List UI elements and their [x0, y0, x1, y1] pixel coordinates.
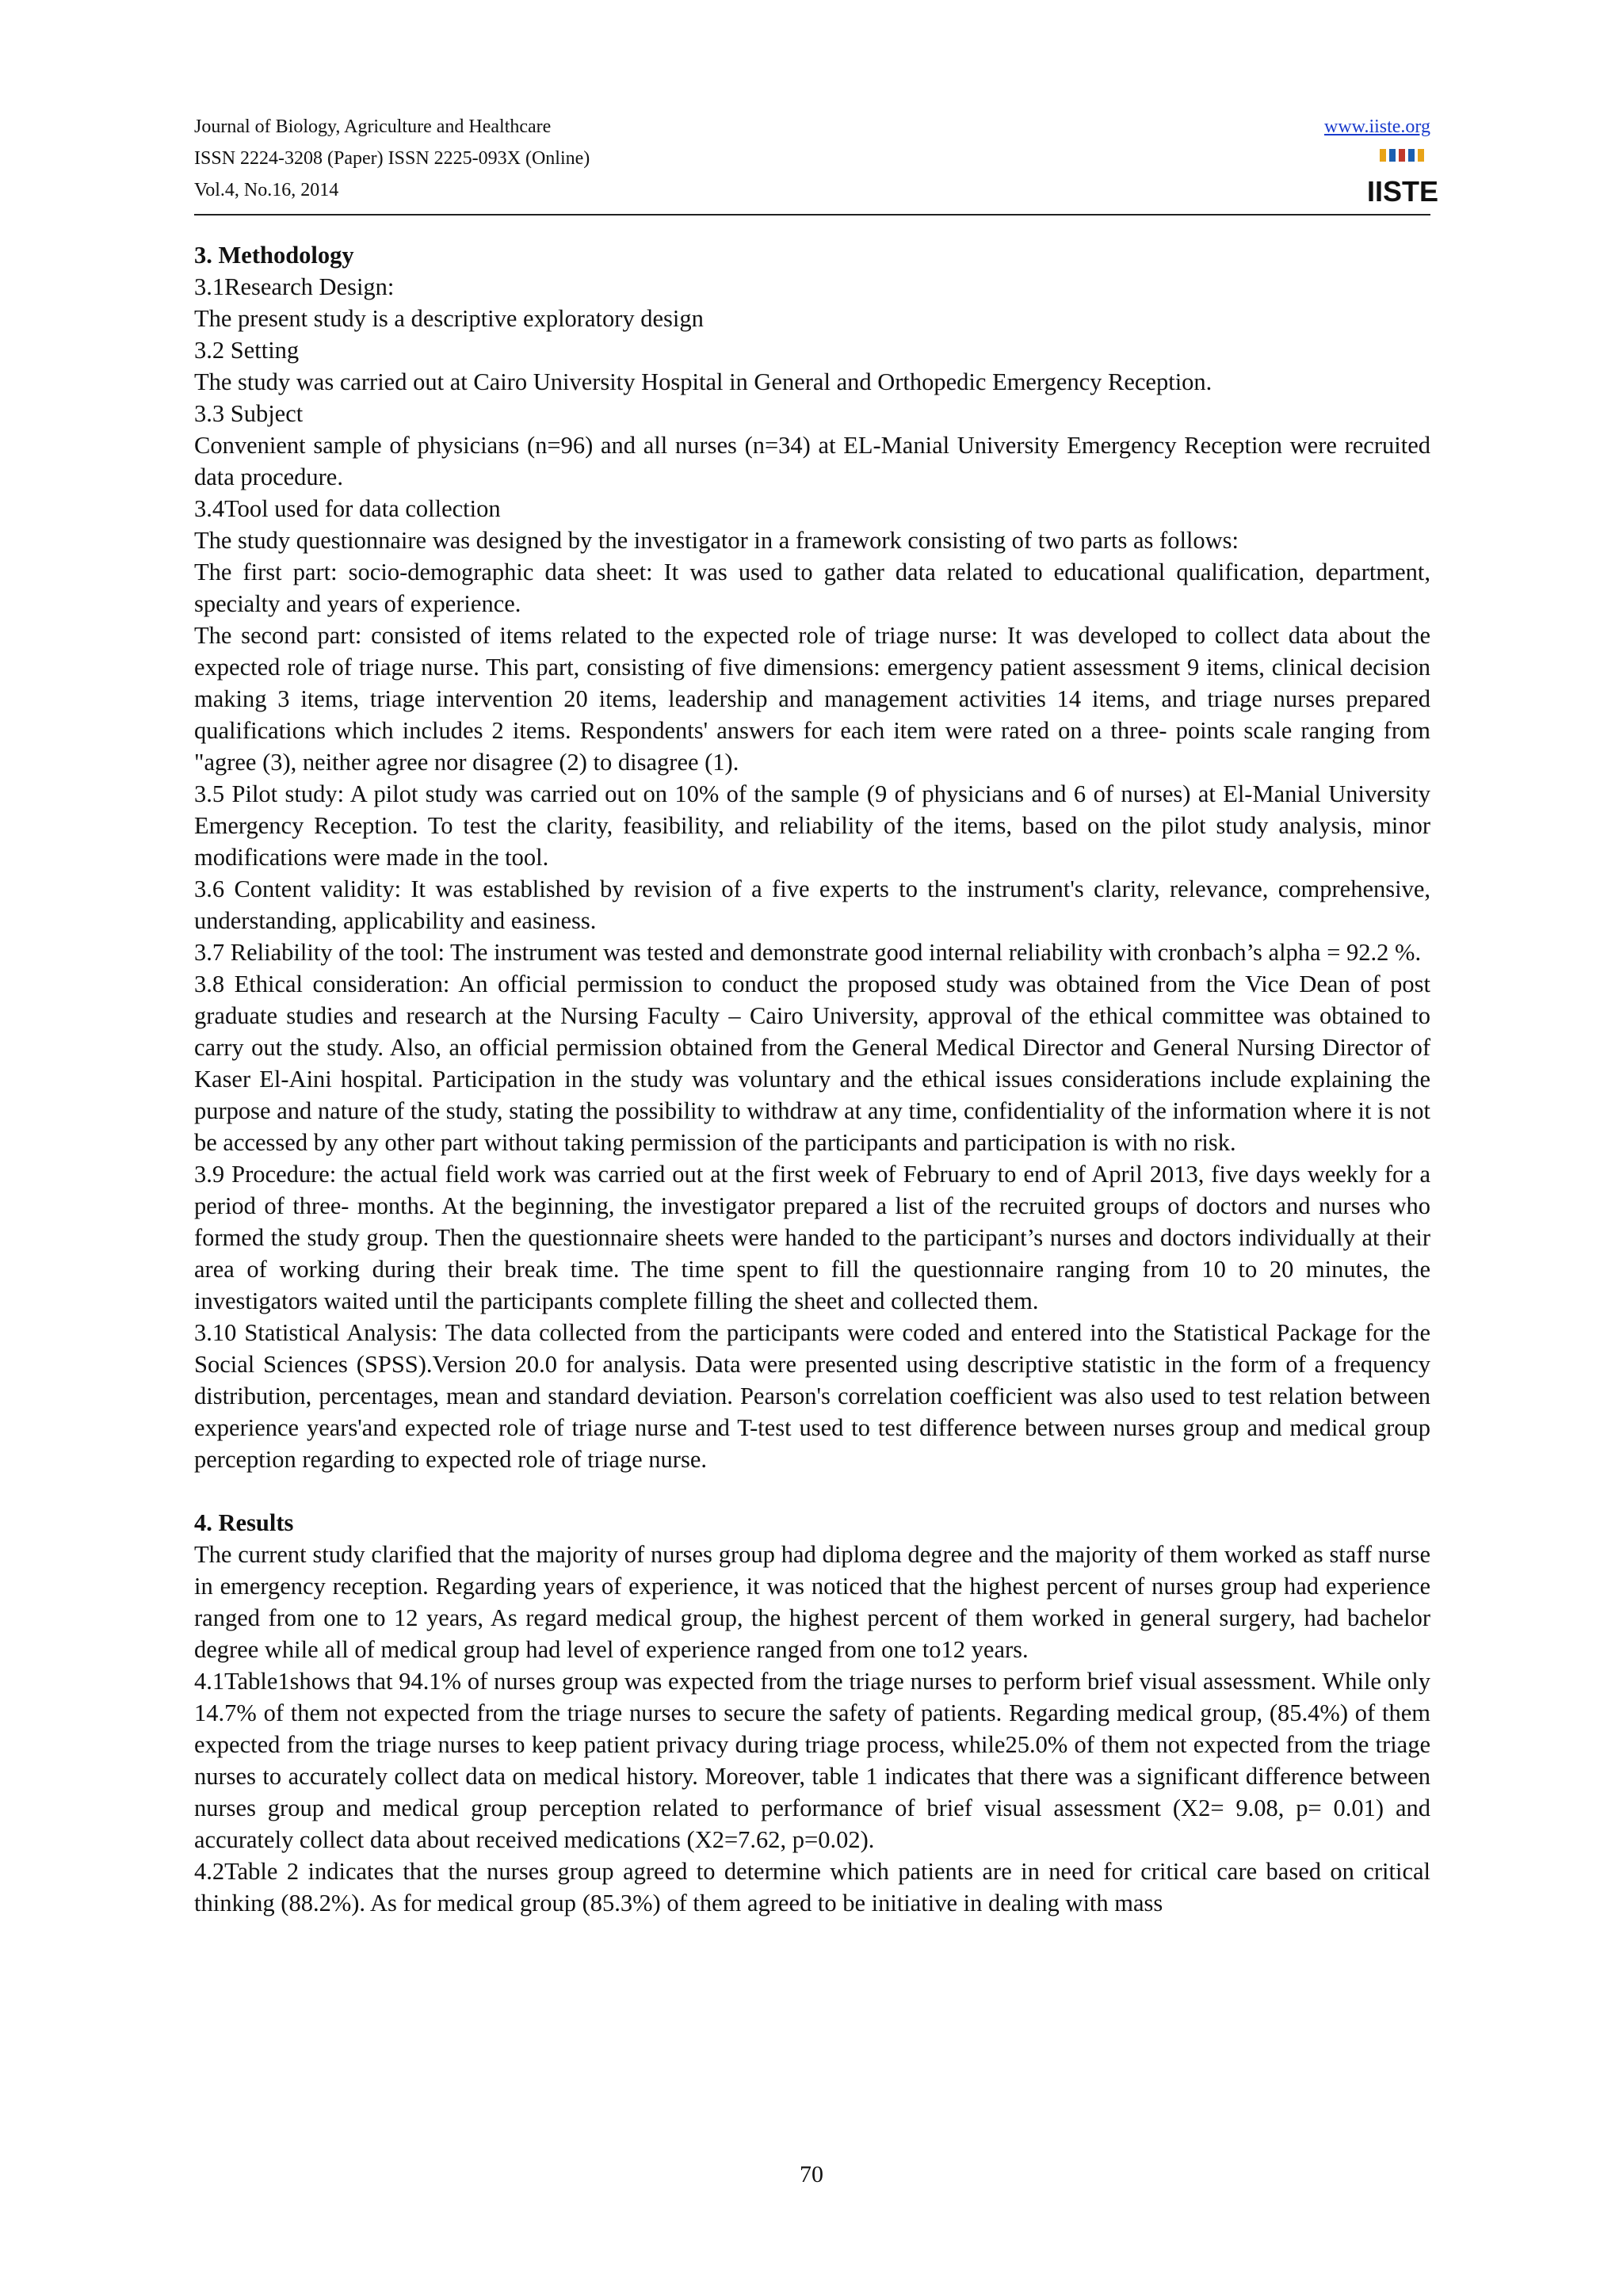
header-rule — [194, 214, 1430, 215]
section-3-2-title: 3.2 Setting — [194, 337, 300, 364]
methodology-heading: 3. Methodology — [194, 242, 354, 269]
issn-line: ISSN 2224-3208 (Paper) ISSN 2225-093X (Online) — [194, 148, 590, 169]
section-3-7-paragraph: 3.7 Reliability of the tool: The instrument was tested and demonstrate good internal reliability with cronbach’s alpha = 92.2 %. — [194, 939, 1422, 966]
website-link[interactable]: www.iiste.org — [1324, 116, 1430, 137]
article-body — [194, 239, 1430, 1919]
section-3-2-body: The study was carried out at Cairo University Hospital in General and Orthopedic Emergency Reception. — [194, 368, 1212, 395]
page-number: 70 — [800, 2161, 823, 2187]
section-3-1-body: The present study is a descriptive exploratory design — [194, 305, 704, 332]
second-part-paragraph: The second part: consisted of items related to the expected role of triage nurse: It was developed to collect data about the expected role of triage nurse. This part, consisting of five dimensions: emergency patient assessment 9 items, clinical decision making 3 items, triage intervention 20 items, leadership and management activities 14 items, and triage nurses prepared qualifications which includes 2 items. Respondents' answers for each item were rated on a three- points scale ranging from "agree (3), neither agree nor disagree (2) to disagree (1). — [194, 622, 1430, 776]
section-3-10-paragraph: 3.10 Statistical Analysis: The data collected from the participants were coded and entered into the Statistical Package for the Social Sciences (SPSS).Version 20.0 for analysis. Data were presented using descriptive statistic in the form of a frequency distribution, percentages, mean and standard deviation. Pearson's correlation coefficient was also used to test relation between experience years'and expected role of triage nurse and T-test used to test difference between nurses group and medical group perception regarding to expected role of triage nurse. — [194, 1319, 1430, 1473]
section-3-9-paragraph: 3.9 Procedure: the actual field work was carried out at the first week of February to end of April 2013, five days weekly for a period of three- months. At the beginning, the investigator prepared a list of the recruited groups of doctors and nurses who formed the study group. Then the questionnaire sheets were handed to the participant’s nurses and doctors individually at their area of working during their break time. The time spent to fill the questionnaire ranging from 10 to 20 minutes, the investigators waited until the participants complete filling the sheet and collected them. — [194, 1161, 1430, 1314]
volume-line: Vol.4, No.16, 2014 — [194, 180, 339, 200]
section-3-3-title: 3.3 Subject — [194, 400, 304, 427]
logo-text: IISTE — [1366, 175, 1439, 208]
section-3-3-body: Convenient sample of physicians (n=96) and all nurses (n=34) at EL-Manial University Emergency Reception were recruited data procedure. — [194, 432, 1430, 490]
section-3-5-paragraph: 3.5 Pilot study: A pilot study was carried out on 10% of the sample (9 of physicians and 6 of nurses) at El-Manial University Emergency Reception. To test the clarity, feasibility, and reliability of the items, based on the pilot study analysis, minor modifications were made in the tool. — [194, 780, 1430, 871]
results-intro-paragraph: The current study clarified that the majority of nurses group had diploma degree and the majority of them worked as staff nurse in emergency reception. Regarding years of experience, it was noticed that the highest percent of nurses group had experience ranged from one to 12 years, As regard medical group, the highest percent of them worked in general surgery, had bachelor degree while all of medical group had level of experience ranged from one to12 years. — [194, 1541, 1430, 1663]
page-header — [194, 111, 1439, 215]
section-3-8-paragraph: 3.8 Ethical consideration: An official permission to conduct the proposed study was obtained from the Vice Dean of post graduate studies and research at the Nursing Faculty – Cairo University, approval of the ethical committee was obtained to carry out the study. Also, an official permission obtained from the General Medical Director and General Nursing Director of Kaser El-Aini hospital. Participation in the study was voluntary and the ethical issues considerations include explaining the purpose and nature of the study, stating the possibility to withdraw at any time, confidentiality of the information where it is not be accessed by any other part without taking permission of the participants and participation is with no risk. — [194, 971, 1430, 1156]
section-3-4-body: The study questionnaire was designed by the investigator in a framework consisting of two parts as follows: — [194, 527, 1239, 554]
section-gap — [194, 1475, 1430, 1507]
section-4-2-paragraph: 4.2Table 2 indicates that the nurses group agreed to determine which patients are in need for critical care based on critical thinking (88.2%). As for medical group (85.3%) of them agreed to be initiative in dealing with mass — [194, 1858, 1430, 1917]
section-4-1-paragraph: 4.1Table1shows that 94.1% of nurses group was expected from the triage nurses to perform brief visual assessment. While only 14.7% of them not expected from the triage nurses to secure the safety of patients. Regarding medical group, (85.4%) of them expected from the triage nurses to keep patient privacy during triage process, while25.0% of them not expected from the triage nurses to accurately collect data on medical history. Moreover, table 1 indicates that there was a significant difference between nurses group and medical group perception related to performance of brief visual assessment (X2= 9.08, p= 0.01) and accurately collect data about received medications (X2=7.62, p=0.02). — [194, 1668, 1430, 1853]
section-3-6-paragraph: 3.6 Content validity: It was established by revision of a five experts to the instrument's clarity, relevance, comprehensive, understanding, applicability and easiness. — [194, 875, 1430, 934]
journal-title: Journal of Biology, Agriculture and Healthcare — [194, 116, 552, 137]
section-3-4-title: 3.4Tool used for data collection — [194, 495, 501, 522]
results-heading: 4. Results — [194, 1509, 294, 1536]
iiste-logo — [1366, 147, 1439, 209]
first-part-paragraph: The first part: socio-demographic data sheet: It was used to gather data related to educational qualification, department, specialty and years of experience. — [194, 559, 1430, 617]
section-3-1-title: 3.1Research Design: — [194, 273, 395, 300]
